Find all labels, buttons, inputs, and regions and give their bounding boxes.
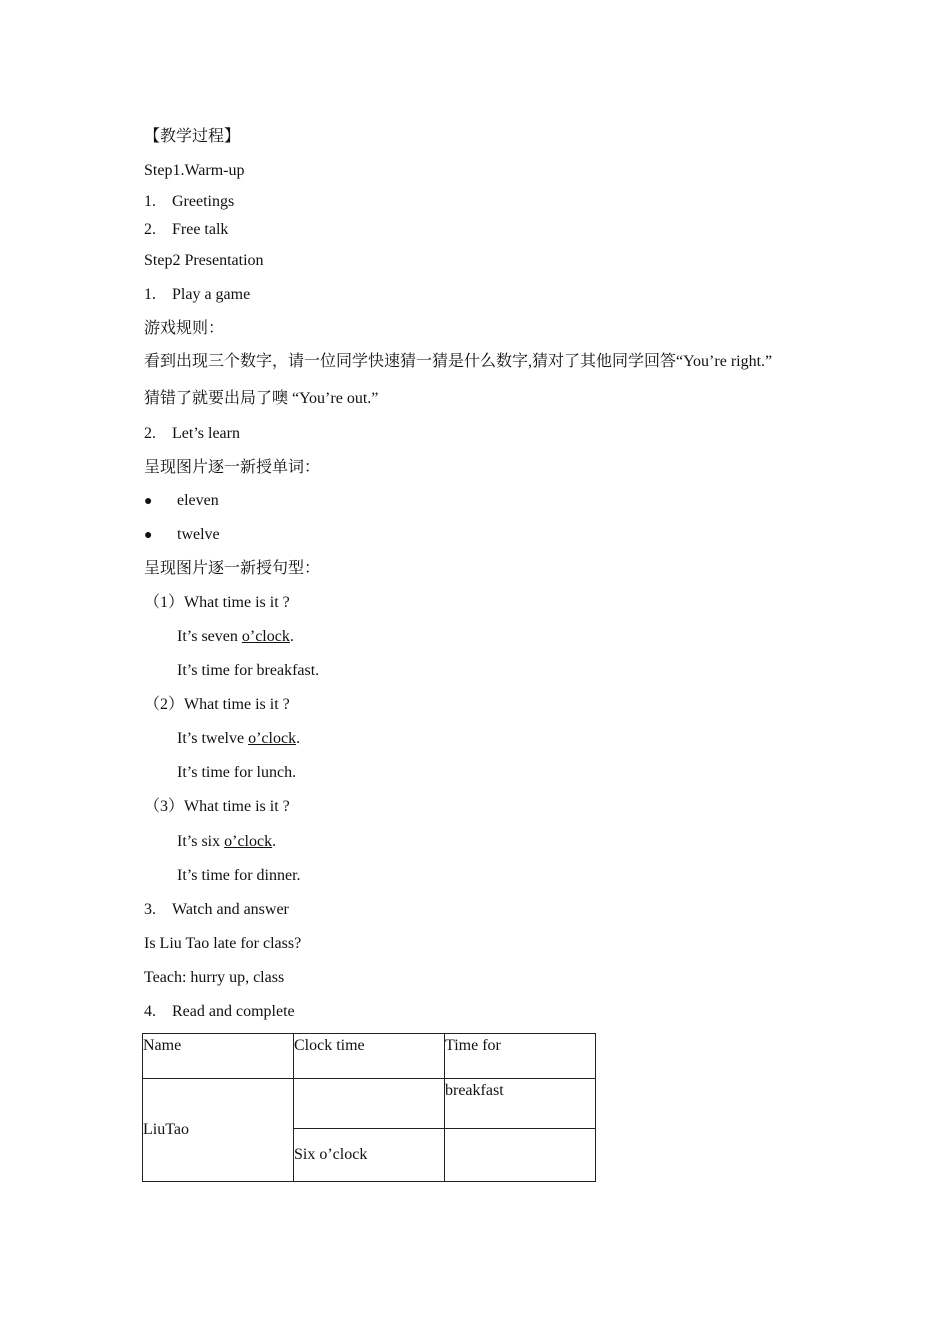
answer-period: . [272, 833, 277, 850]
list-number: 1. [144, 286, 156, 303]
rules-label: 游戏规则： [144, 320, 225, 337]
answer-underlined: o’clock [224, 833, 273, 850]
list-number: 2. [144, 221, 156, 238]
cell-clock-time: Six o’clock [294, 1129, 445, 1182]
step2-item-learn [144, 424, 240, 444]
word-text: eleven [177, 492, 219, 509]
header-time-for: Time for [445, 1034, 596, 1079]
dialogue-1-answer [177, 627, 294, 647]
list-text: Free talk [172, 221, 229, 238]
dialogue-1-purpose: It’s time for breakfast. [177, 662, 320, 679]
step2-item-read [144, 1002, 295, 1022]
list-number: 2. [144, 425, 156, 442]
header-clock-time: Clock time [294, 1034, 445, 1079]
list-text: Watch and answer [172, 901, 289, 918]
step1-item-greetings [144, 192, 234, 212]
cell-clock-time [294, 1079, 445, 1129]
list-text: Play a game [172, 286, 251, 303]
step2-item-game [144, 285, 250, 305]
rules-line-2: 猜错了就要出局了噢 “You’re out.” [144, 390, 379, 407]
cell-name: LiuTao [143, 1079, 294, 1182]
cell-time-for [445, 1129, 596, 1182]
step1-item-free-talk [144, 220, 228, 240]
words-intro: 呈现图片逐一新授单词： [144, 459, 321, 476]
answer-text: It’s twelve [177, 730, 249, 747]
list-text: Greetings [172, 193, 235, 210]
list-text: Let’s learn [172, 425, 240, 442]
cell-time-for: breakfast [445, 1079, 596, 1129]
table-header-row [143, 1034, 596, 1079]
table-row [143, 1079, 596, 1129]
list-number: 1. [144, 193, 156, 210]
list-text: Read and complete [172, 1003, 295, 1020]
question-text: Is Liu Tao late for class? [144, 935, 302, 952]
answer-period: . [296, 730, 301, 747]
answer-underlined: o’clock [241, 628, 290, 645]
section-title: 【教学过程】 [144, 128, 241, 145]
word-item-twelve [144, 525, 220, 546]
dialogue-3-purpose: It’s time for dinner. [177, 867, 301, 884]
rules-line-1: 看到出现三个数字，请一位同学快速猜一猜是什么数字,猜对了其他同学回答“You’re right.” [144, 353, 773, 370]
word-text: twelve [177, 526, 220, 543]
step2-item-watch [144, 900, 289, 920]
dialogue-2-answer [177, 729, 300, 749]
bullet-icon: ● [144, 528, 153, 543]
dialogue-1-question: （1）What time is it ? [144, 594, 290, 611]
dialogue-2-question: （2）What time is it ? [144, 696, 290, 713]
dialogue-3-answer [177, 832, 276, 852]
answer-period: . [289, 628, 294, 645]
answer-underlined: o’clock [248, 730, 297, 747]
answer-text: It’s six [177, 833, 225, 850]
step2-title: Step2 Presentation [144, 252, 264, 269]
dialogue-3-question: （3）What time is it ? [144, 798, 290, 815]
list-number: 4. [144, 1003, 156, 1020]
patterns-intro: 呈现图片逐一新授句型： [144, 560, 321, 577]
complete-table [142, 1033, 596, 1182]
list-number: 3. [144, 901, 156, 918]
bullet-icon: ● [144, 494, 153, 509]
dialogue-2-purpose: It’s time for lunch. [177, 764, 297, 781]
header-name: Name [143, 1034, 294, 1079]
answer-text: It’s seven [177, 628, 242, 645]
word-item-eleven [144, 491, 219, 512]
teach-text: Teach: hurry up, class [144, 969, 285, 986]
step1-title: Step1.Warm-up [144, 162, 245, 179]
